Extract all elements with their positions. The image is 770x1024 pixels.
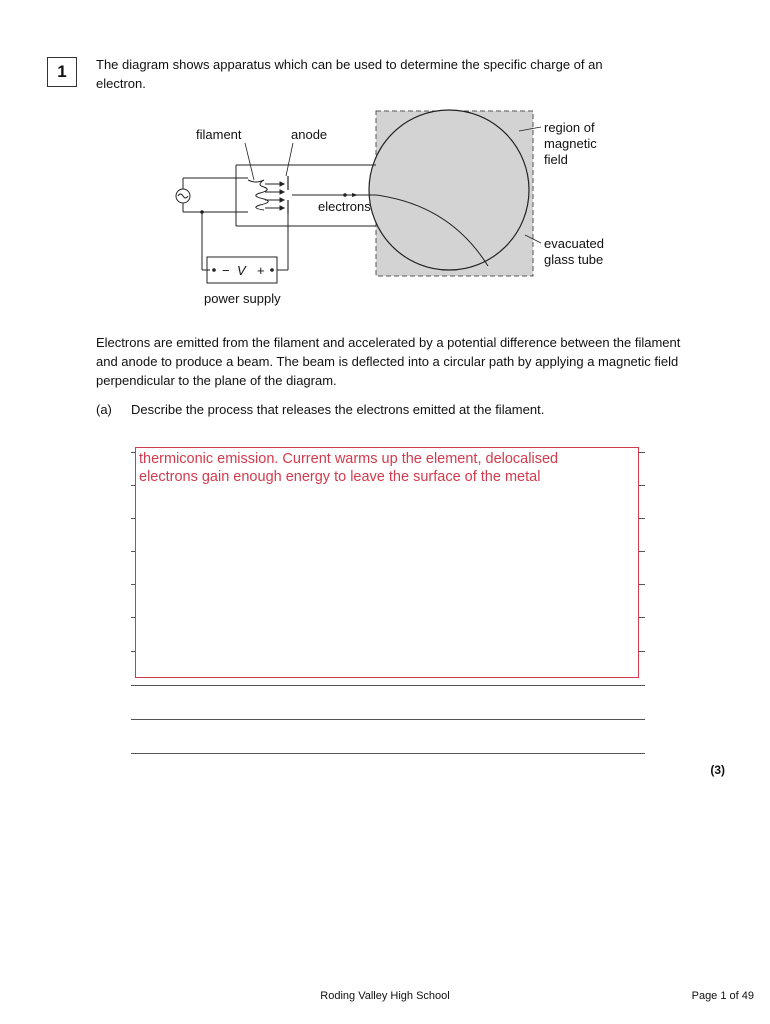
region-label-1: region of [544,120,595,135]
electrons-label: electrons [318,199,371,214]
glass-tube [369,110,529,270]
region-label-2: magnetic [544,136,597,151]
answer-line [131,719,645,720]
footer-page-number: Page 1 of 49 [691,990,754,1002]
answer-line [131,685,645,686]
supply-minus: − [222,263,230,278]
supply-plus: + [257,263,265,278]
tube-label-2: glass tube [544,252,604,267]
marks: (3) [710,763,725,777]
answer-line [131,753,645,754]
filament-label: filament [196,127,242,142]
part-a-label: (a) [96,402,112,417]
region-label-3: field [544,152,568,167]
question-body: Electrons are emitted from the filament and accelerated by a potential difference between the filament and anode to produce a beam. The beam is deflected into a circular path by applying a magnetic field perpendicular to the plane of the diagram. [96,335,681,388]
tube-label-1: evacuated [544,236,604,251]
anode-label: anode [291,127,328,142]
power-supply-label: power supply [204,291,281,306]
answer-box[interactable] [135,447,639,678]
question-number: 1 [47,57,77,87]
answer-text[interactable]: thermiconic emission. Current warms up the element, delocalised electrons gain enough energy to leave the surface of the metal [139,451,559,485]
part-a-text: Describe the process that releases the electrons emitted at the filament. [131,402,545,417]
apparatus-diagram [0,100,770,310]
footer-school: Roding Valley High School [320,990,450,1002]
supply-v: V [237,263,246,278]
question-intro: The diagram shows apparatus which can be used to determine the specific charge of an electron. [96,57,603,91]
